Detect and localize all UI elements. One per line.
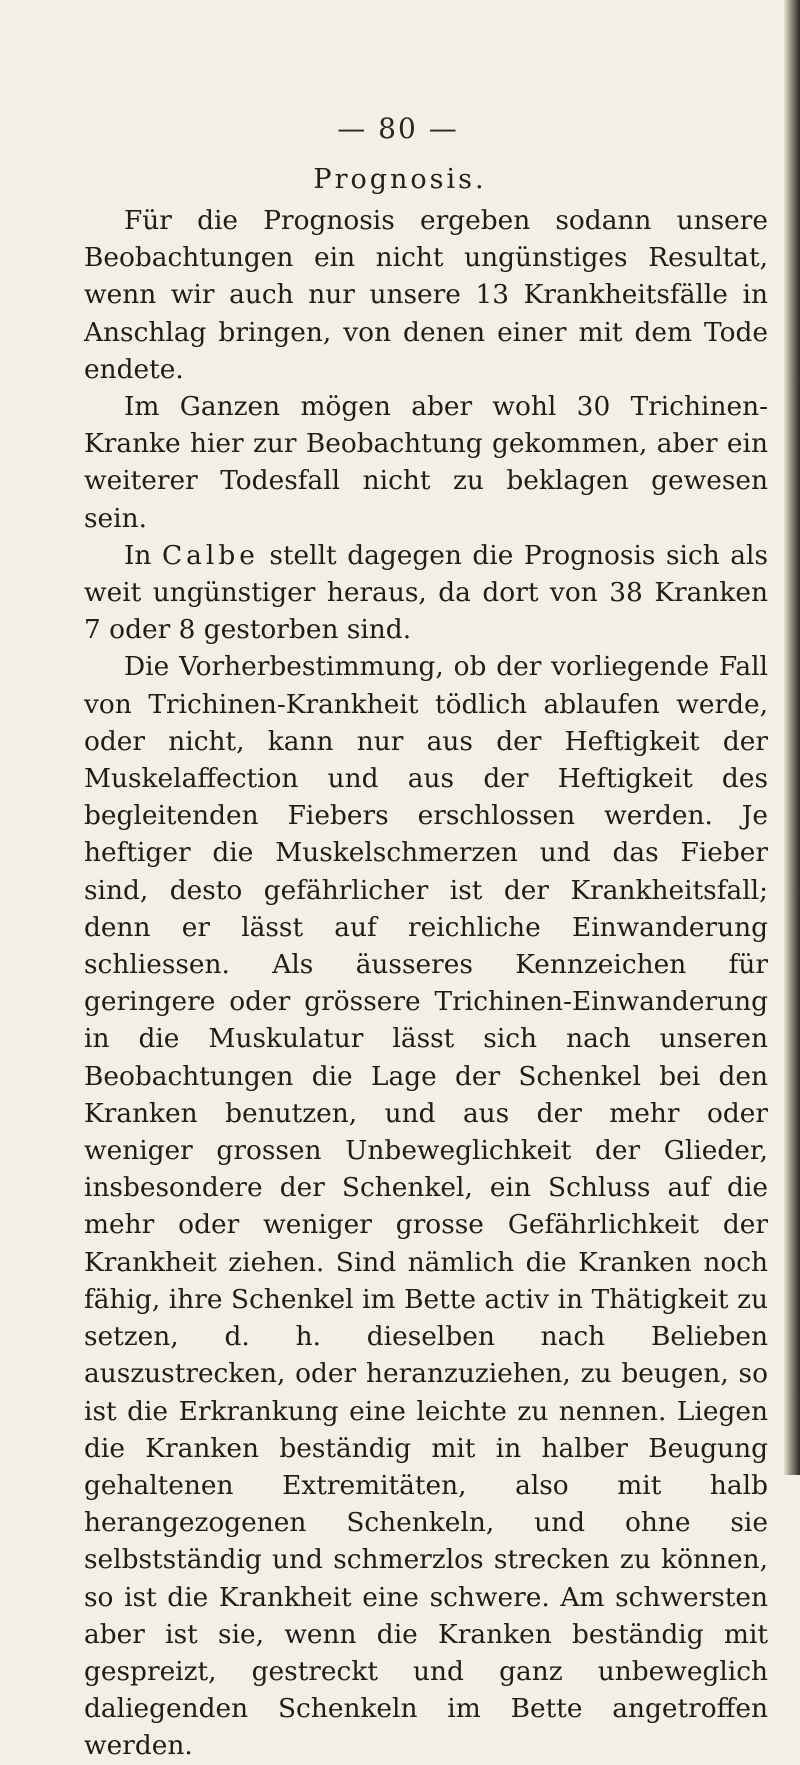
body-text — [84, 202, 768, 1765]
place-name-calbe: Calbe — [161, 539, 259, 571]
page-number: — 80 — — [337, 112, 459, 145]
paragraph-3-prefix: In — [124, 539, 152, 571]
page-edge-shadow — [784, 0, 800, 1475]
paragraph-3 — [84, 537, 768, 649]
paragraph-2: Im Ganzen mögen aber wohl 30 Trichinen-Kranke hier zur Beobachtung gekommen, aber ein weiterer Todesfall nicht zu beklagen gewesen sein. — [84, 391, 768, 534]
section-title: Prognosis. — [313, 164, 487, 195]
paragraph-3-text: stellt dagegen die Prognosis sich als weit ungünstiger heraus, da dort von 38 Kranken 7 oder 8 gestorben sind. — [84, 539, 769, 646]
paragraph-4: Die Vorherbestimmung, ob der vorliegende Fall von Trichinen-Krankheit tödlich ablaufen werde, oder nicht, kann nur aus der Heftigkeit der Muskelaffection und aus der Heftigkeit des begleitenden Fiebers erschlossen werden. Je heftiger die Muskelschmerzen und das Fieber sind, desto gefährlicher ist der Krankheitsfall; denn er lässt auf reichliche Einwanderung schliessen. Als äusseres Kennzeichen für geringere oder grössere Trichinen-Einwanderung in die Muskulatur lässt sich nach unseren Beobachtungen die Lage der Schenkel bei den Kranken benutzen, und aus der mehr oder weniger grossen Unbeweglichkeit der Glieder, insbesondere der Schenkel, ein Schluss auf die mehr oder weniger grosse Gefährlichkeit der Krankheit ziehen. Sind nämlich die Kranken noch fähig, ihre Schenkel im Bette activ in Thätigkeit zu setzen, d. h. dieselben nach Belieben auszustrecken, oder heranzuziehen, zu beugen, so ist die Erkrankung eine leichte zu nennen. Liegen die Kranken beständig mit in halber Beugung gehaltenen Extremitäten, also mit halb herangezogenen Schenkeln, und ohne sie selbstständig und schmerzlos strecken zu können, so ist die Krankheit eine schwere. Am schwersten aber ist sie, wenn die Kranken beständig mit gespreizt, gestreckt und ganz unbeweglich daliegenden Schenkeln im Bette angetroffen werden. — [84, 651, 768, 1762]
paragraph-1: Für die Prognosis ergeben sodann unsere Beobachtungen ein nicht ungünstiges Resultat, wenn wir auch nur unsere 13 Krankheitsfälle in Anschlag bringen, von denen einer mit dem Tode endete. — [84, 205, 768, 385]
